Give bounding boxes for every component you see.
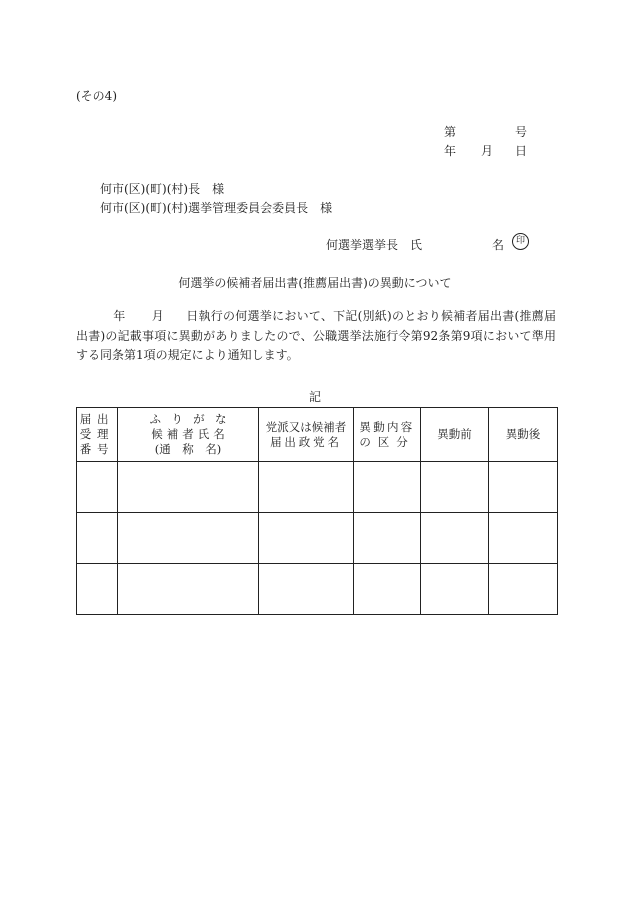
table-cell bbox=[77, 462, 118, 513]
header-line: 番号 bbox=[79, 442, 115, 456]
form-number: (その4) bbox=[76, 89, 117, 103]
header-candidate-name bbox=[118, 408, 259, 462]
change-table bbox=[76, 407, 558, 615]
date-day: 日 bbox=[514, 144, 527, 158]
date-month: 月 bbox=[481, 144, 494, 158]
table-cell bbox=[354, 462, 421, 513]
table-row bbox=[77, 462, 558, 513]
seal-mark: 印 bbox=[512, 233, 529, 250]
header-line: 届出政党名 bbox=[270, 434, 342, 449]
table-cell bbox=[259, 513, 354, 564]
table-cell bbox=[118, 564, 259, 615]
header-line: ふりがな bbox=[149, 412, 237, 426]
sender-title: 何選挙選挙長 氏 bbox=[326, 238, 423, 252]
doc-number-suffix: 号 bbox=[514, 125, 527, 139]
header-line: の区分 bbox=[359, 434, 415, 449]
header-after-change bbox=[489, 408, 558, 462]
table-cell bbox=[77, 513, 118, 564]
header-party bbox=[259, 408, 354, 462]
table-cell bbox=[77, 564, 118, 615]
doc-number-prefix: 第 bbox=[444, 125, 457, 139]
addressee-mayor: 何市(区)(町)(村)長 様 bbox=[100, 182, 225, 196]
addressee-election-committee: 何市(区)(町)(村)選挙管理委員会委員長 様 bbox=[100, 201, 333, 215]
header-line: (通 称 名) bbox=[154, 442, 222, 456]
table-row bbox=[77, 564, 558, 615]
table-cell bbox=[421, 513, 489, 564]
header-line: 党派又は候補者 bbox=[265, 419, 347, 434]
header-line: 異動前 bbox=[437, 427, 472, 441]
table-header-row bbox=[77, 408, 558, 462]
table-row bbox=[77, 513, 558, 564]
table-cell bbox=[489, 564, 558, 615]
ki-heading: 記 bbox=[308, 390, 321, 404]
header-line: 受理 bbox=[79, 427, 115, 441]
document-title: 何選挙の候補者届出書(推薦届出書)の異動について bbox=[178, 276, 452, 290]
table-cell bbox=[489, 513, 558, 564]
table-cell bbox=[354, 564, 421, 615]
table-cell bbox=[489, 462, 558, 513]
header-change-category bbox=[354, 408, 421, 462]
header-receipt-number bbox=[77, 408, 118, 462]
table-cell bbox=[118, 462, 259, 513]
body-year: 年 bbox=[113, 309, 126, 323]
table-cell bbox=[421, 462, 489, 513]
header-line: 異動後 bbox=[505, 427, 541, 441]
header-before-change bbox=[421, 408, 489, 462]
body-month: 月 bbox=[151, 309, 165, 323]
table-cell bbox=[259, 564, 354, 615]
body-paragraph bbox=[76, 307, 556, 366]
date-year: 年 bbox=[444, 144, 457, 158]
header-line: 届出 bbox=[79, 412, 115, 426]
table-cell bbox=[259, 462, 354, 513]
sender-name-label: 名 bbox=[492, 238, 505, 252]
table-cell bbox=[118, 513, 259, 564]
table-cell bbox=[354, 513, 421, 564]
header-line: 候補者氏名 bbox=[151, 427, 229, 441]
body-text: 日執行の何選挙において、下記(別紙)のとおり候補者届出書(推薦届出書)の記載事項に異動がありましたので、公職選挙法施行令第92条第9項において準用する同条第1項の規定により通知します。 bbox=[76, 309, 556, 362]
table-cell bbox=[421, 564, 489, 615]
header-line: 異動内容 bbox=[359, 419, 415, 434]
